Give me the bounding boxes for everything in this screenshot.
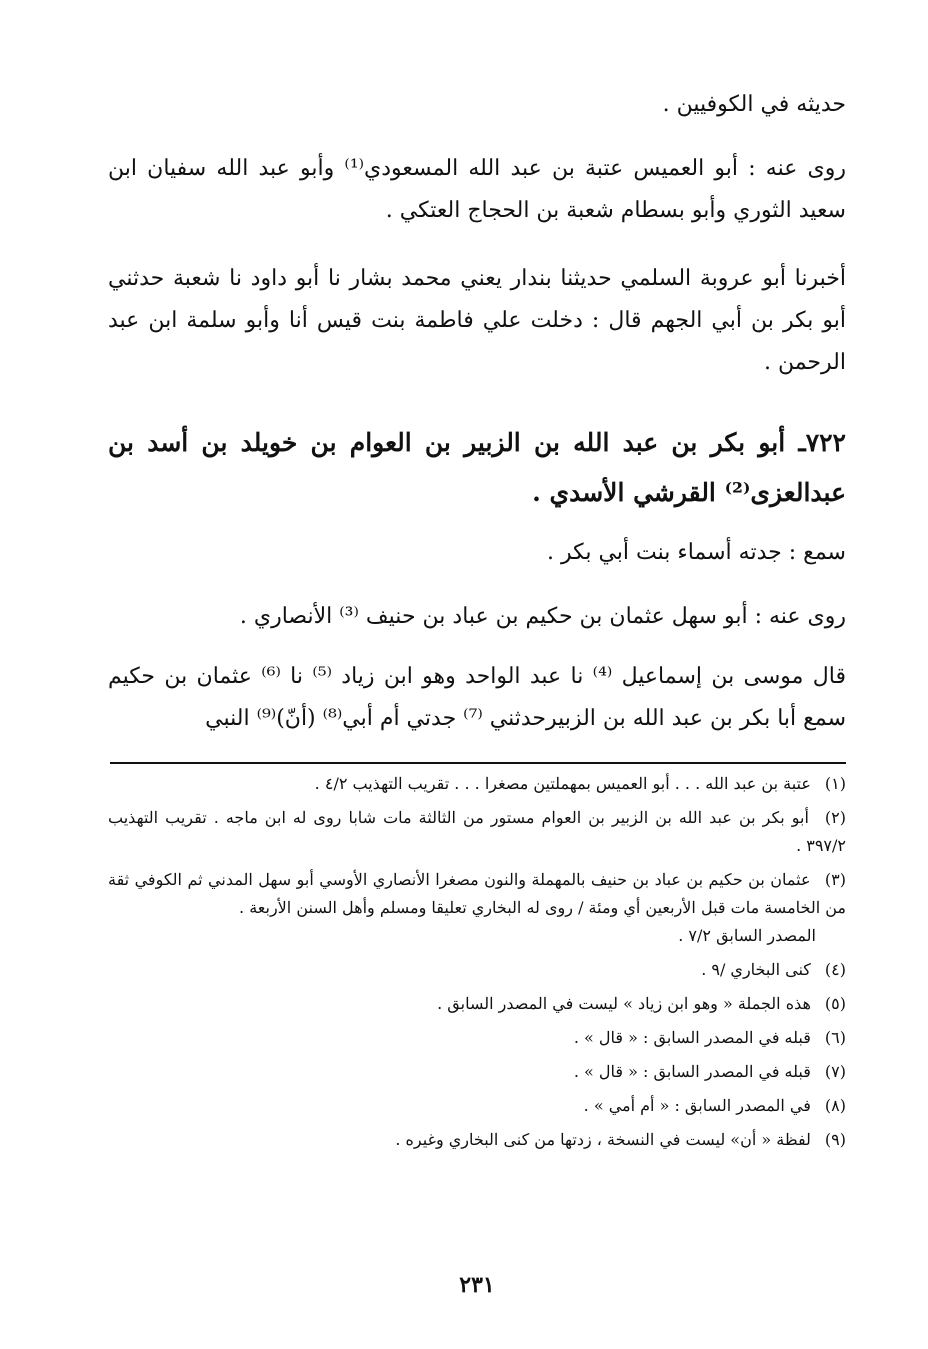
footnote-continuation: المصدر السابق ٧/٢ . [678,926,816,945]
footnote-text: عثمان بن حكيم بن عباد بن حنيف بالمهملة والنون مصغرا الأنصاري الأوسي أبو سهل المدني ثم الكوفي ثقة من الخامسة مات قبل الأربعين أي ومئة / روى له البخاري تعليقا ومسلم وأهل السنن الأربعة . [108,870,846,917]
footnote [108,866,846,950]
footnote-number: (٤) [824,960,846,979]
paragraph-narrated-by: روى عنه : أبو سهل عثمان بن حكيم بن عباد بن حنيف ⁽³⁾ الأنصاري . [239,604,846,629]
footnote [108,1126,846,1154]
entry-heading: ٧٢٢ـ أبو بكر بن عبد الله بن الزبير بن العوام بن خويلد بن أسد بن عبدالعزى⁽²⁾ القرشي الأسدي . [108,428,846,507]
footnote-text: قبله في المصدر السابق : « قال » . [573,1062,811,1081]
footnote [108,1024,846,1052]
footnote-text: أبو بكر بن عبد الله بن الزبير بن العوام مستور من الثالثة مات شابا روى له ابن ماجه . تقريب التهذيب ٣٩٧/٢ . [108,808,846,855]
footnote [108,804,846,860]
paragraph-hadith: قال موسى بن إسماعيل ⁽⁴⁾ نا عبد الواحد وهو ابن زياد ⁽⁵⁾ نا ⁽⁶⁾ عثمان بن حكيم سمع أبا بكر بن عبد الله بن الزبيرحدثني ⁽⁷⁾ جدتي أم أبي⁽⁸⁾ (أنّ)⁽⁹⁾ النبي [108,664,846,731]
footnote-number: (٣) [824,870,846,889]
footnote [108,770,846,798]
footnote-text: عتبة بن عبد الله . . . أبو العميس بمهملتين مصغرا . . . تقريب التهذيب ٤/٢ . [314,774,811,793]
footnote-number: (٧) [824,1062,846,1081]
footnote-divider [110,762,846,764]
footnotes-list [108,770,846,1160]
footnote-text: لفظة « أن» ليست في النسخة ، زدتها من كنى البخاري وغيره . [395,1130,811,1149]
footnote-number: (٩) [824,1130,846,1149]
footnote [108,956,846,984]
footnote [108,1092,846,1120]
footnote-text: هذه الجملة « وهو ابن زياد » ليست في المصدر السابق . [437,994,811,1013]
paragraph-1: حديثه في الكوفيين . [662,92,846,117]
footnote-text: قبله في المصدر السابق : « قال » . [573,1028,811,1047]
footnote-number: (٥) [824,994,846,1013]
paragraph-heard-from: سمع : جدته أسماء بنت أبي بكر . [547,540,846,565]
page-number: ٢٣١ [459,1272,495,1298]
footnote [108,1058,846,1086]
footnote-text: في المصدر السابق : « أم أمي » . [583,1096,811,1115]
paragraph-narrators: روى عنه : أبو العميس عتبة بن عبد الله المسعودي⁽¹⁾ وأبو عبد الله سفيان ابن سعيد الثوري وأبو بسطام شعبة بن الحجاج العتكي . [108,156,847,223]
book-page [108,0,846,1349]
footnote [108,990,846,1018]
paragraph-isnad: أخبرنا أبو عروبة السلمي حديثنا بندار يعني محمد بشار نا أبو داود نا شعبة حدثني أبو بكر بن أبي الجهم قال : دخلت علي فاطمة بنت قيس أنا وأبو سلمة ابن عبد الرحمن . [108,266,846,375]
footnote-number: (٢) [824,808,846,827]
footnote-number: (٨) [824,1096,846,1115]
footnote-number: (٦) [824,1028,846,1047]
footnote-text: كنى البخاري /٩ . [701,960,811,979]
footnote-number: (١) [824,774,846,793]
